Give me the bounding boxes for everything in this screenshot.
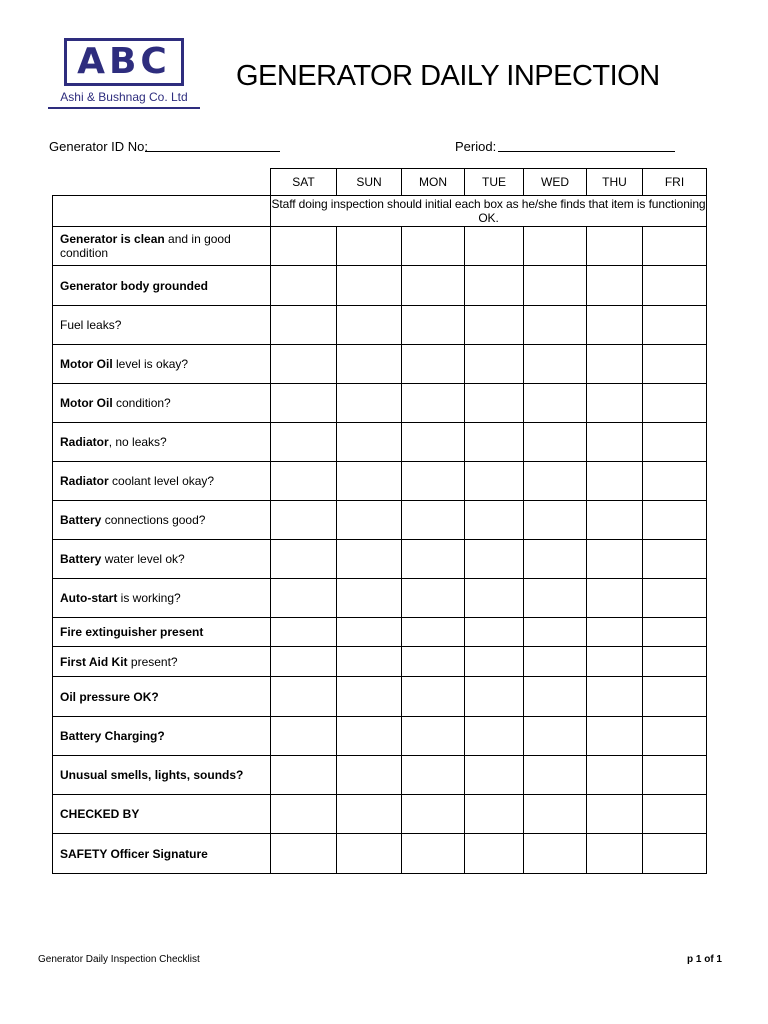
checklist-item-label [53, 756, 271, 795]
initial-box-tue[interactable] [465, 834, 524, 874]
initial-box-thu[interactable] [587, 579, 643, 618]
initial-box-sun[interactable] [337, 756, 402, 795]
initial-box-fri[interactable] [643, 677, 707, 717]
checklist-row [53, 540, 707, 579]
initial-box-tue[interactable] [465, 756, 524, 795]
initial-box-sat[interactable] [271, 501, 337, 540]
item-label-rest: condition? [112, 396, 171, 410]
item-label-bold: Unusual smells, lights, sounds? [60, 768, 244, 782]
day-header-0: SAT [271, 169, 337, 196]
initial-box-mon[interactable] [402, 227, 465, 266]
initial-box-tue[interactable] [465, 384, 524, 423]
company-logo [64, 38, 184, 86]
item-label-bold: SAFETY Officer Signature [60, 846, 208, 861]
checklist-item-label [53, 540, 271, 579]
initial-box-sun[interactable] [337, 579, 402, 618]
initial-box-wed[interactable] [524, 756, 587, 795]
checklist-row [53, 227, 707, 266]
item-label-bold: CHECKED BY [60, 807, 140, 821]
initial-box-sat[interactable] [271, 345, 337, 384]
initial-box-tue[interactable] [465, 647, 524, 677]
initial-box-tue[interactable] [465, 717, 524, 756]
initial-box-sat[interactable] [271, 647, 337, 677]
item-label-rest: water level ok? [101, 552, 185, 566]
initial-box-sun[interactable] [337, 306, 402, 345]
initial-box-thu[interactable] [587, 384, 643, 423]
initial-box-mon[interactable] [402, 423, 465, 462]
checklist-item-label [53, 266, 271, 306]
instruction-row [53, 196, 707, 227]
initial-box-sat[interactable] [271, 834, 337, 874]
initial-box-sat[interactable] [271, 384, 337, 423]
initial-box-mon[interactable] [402, 540, 465, 579]
initial-box-sat[interactable] [271, 717, 337, 756]
initial-box-sun[interactable] [337, 618, 402, 647]
initial-box-sat[interactable] [271, 677, 337, 717]
initial-box-sun[interactable] [337, 462, 402, 501]
item-label-bold: Radiator [60, 435, 109, 449]
item-label-rest: is working? [117, 591, 181, 605]
initial-box-mon[interactable] [402, 647, 465, 677]
checklist-item-label [53, 423, 271, 462]
initial-box-fri[interactable] [643, 717, 707, 756]
initial-box-sun[interactable] [337, 501, 402, 540]
item-label-bold: Motor Oil [60, 396, 113, 410]
checklist-row [53, 677, 707, 717]
initial-box-thu[interactable] [587, 618, 643, 647]
checklist-row [53, 647, 707, 677]
day-header-1: SUN [337, 169, 402, 196]
day-header-4: WED [524, 169, 587, 196]
initial-box-thu[interactable] [587, 756, 643, 795]
initial-box-mon[interactable] [402, 462, 465, 501]
initial-box-fri[interactable] [643, 540, 707, 579]
initial-box-mon[interactable] [402, 717, 465, 756]
initial-box-wed[interactable] [524, 306, 587, 345]
item-label-bold: Fire extinguisher present [60, 625, 204, 639]
initial-box-sat[interactable] [271, 540, 337, 579]
initial-box-fri[interactable] [643, 501, 707, 540]
day-header-row [53, 169, 707, 196]
initial-box-sun[interactable] [337, 423, 402, 462]
checklist-row [53, 717, 707, 756]
initial-box-tue[interactable] [465, 462, 524, 501]
initial-box-tue[interactable] [465, 306, 524, 345]
item-label-rest: level is okay? [112, 357, 189, 371]
checklist-row [53, 579, 707, 618]
item-label-bold: Radiator [60, 474, 109, 488]
initial-box-sat[interactable] [271, 423, 337, 462]
initial-box-wed[interactable] [524, 618, 587, 647]
company-name: Ashi & Bushnag Co. Ltd [60, 90, 188, 104]
checklist-item-label [53, 834, 271, 874]
initial-box-sun[interactable] [337, 227, 402, 266]
checklist-item-label [53, 462, 271, 501]
initial-box-sun[interactable] [337, 266, 402, 306]
initial-box-wed[interactable] [524, 345, 587, 384]
day-header-2: MON [402, 169, 465, 196]
checklist-row [53, 306, 707, 345]
initial-box-thu[interactable] [587, 462, 643, 501]
initial-box-thu[interactable] [587, 834, 643, 874]
initial-box-sun[interactable] [337, 834, 402, 874]
checklist-item-label [53, 579, 271, 618]
item-label-rest: and in good condition [60, 232, 231, 260]
initial-box-thu[interactable] [587, 306, 643, 345]
initial-box-sat[interactable] [271, 618, 337, 647]
initial-box-sat[interactable] [271, 795, 337, 834]
checklist-item-label [53, 795, 271, 834]
initial-box-tue[interactable] [465, 501, 524, 540]
initial-box-wed[interactable] [524, 717, 587, 756]
logo-underline [48, 107, 200, 109]
initial-box-sun[interactable] [337, 717, 402, 756]
checklist-row [53, 501, 707, 540]
item-label-rest: Fuel leaks? [60, 318, 122, 332]
initial-box-mon[interactable] [402, 345, 465, 384]
item-label-bold: Battery [60, 513, 102, 527]
initial-box-tue[interactable] [465, 618, 524, 647]
initial-box-wed[interactable] [524, 227, 587, 266]
initial-box-wed[interactable] [524, 540, 587, 579]
item-label-bold: Oil pressure OK? [60, 689, 159, 704]
corner-cell [53, 169, 271, 196]
item-label-bold: Battery Charging? [60, 729, 165, 743]
item-label-bold: Battery [60, 552, 102, 566]
initial-box-tue[interactable] [465, 423, 524, 462]
initial-box-thu[interactable] [587, 345, 643, 384]
initial-box-tue[interactable] [465, 579, 524, 618]
initial-box-sat[interactable] [271, 462, 337, 501]
checklist-item-label [53, 501, 271, 540]
initial-box-thu[interactable] [587, 795, 643, 834]
initial-box-thu[interactable] [587, 540, 643, 579]
initial-box-tue[interactable] [465, 345, 524, 384]
initial-box-wed[interactable] [524, 795, 587, 834]
initial-box-tue[interactable] [465, 540, 524, 579]
initial-box-mon[interactable] [402, 834, 465, 874]
initial-box-fri[interactable] [643, 306, 707, 345]
initial-box-thu[interactable] [587, 227, 643, 266]
checklist-row [53, 834, 707, 874]
initial-box-mon[interactable] [402, 618, 465, 647]
initial-box-fri[interactable] [643, 618, 707, 647]
initial-box-sun[interactable] [337, 540, 402, 579]
initial-box-wed[interactable] [524, 501, 587, 540]
initial-box-mon[interactable] [402, 677, 465, 717]
generator-id-label: Generator ID No: [49, 139, 148, 154]
item-label-bold: Auto-start [60, 591, 118, 605]
checklist-row [53, 618, 707, 647]
initial-box-tue[interactable] [465, 266, 524, 306]
checklist-item-label [53, 384, 271, 423]
footer-page-number: p 1 of 1 [686, 954, 722, 965]
initial-box-thu[interactable] [587, 423, 643, 462]
checklist-item-label [53, 345, 271, 384]
initial-box-sun[interactable] [337, 677, 402, 717]
generator-id-field[interactable] [145, 151, 280, 152]
initial-box-fri[interactable] [643, 384, 707, 423]
initial-box-sat[interactable] [271, 579, 337, 618]
checklist-row [53, 384, 707, 423]
day-header-6: FRI [643, 169, 707, 196]
initial-box-thu[interactable] [587, 266, 643, 306]
checklist-item-label [53, 647, 271, 677]
item-label-rest: present? [127, 654, 178, 669]
initial-box-wed[interactable] [524, 647, 587, 677]
instruction-blank-cell [53, 196, 271, 227]
item-label-rest: coolant level okay? [108, 474, 215, 488]
checklist-row [53, 345, 707, 384]
initial-box-sun[interactable] [337, 345, 402, 384]
initial-box-thu[interactable] [587, 677, 643, 717]
inspection-table [52, 168, 707, 874]
day-header-5: THU [587, 169, 643, 196]
initial-box-wed[interactable] [524, 834, 587, 874]
initial-box-mon[interactable] [402, 579, 465, 618]
initial-box-wed[interactable] [524, 677, 587, 717]
checklist-item-label [53, 677, 271, 717]
initial-box-fri[interactable] [643, 756, 707, 795]
initial-box-fri[interactable] [643, 795, 707, 834]
initial-box-mon[interactable] [402, 266, 465, 306]
initial-box-wed[interactable] [524, 579, 587, 618]
footer-document-name: Generator Daily Inspection Checklist [38, 954, 200, 965]
checklist-row [53, 462, 707, 501]
initial-box-fri[interactable] [643, 462, 707, 501]
initial-box-fri[interactable] [643, 579, 707, 618]
initial-box-sun[interactable] [337, 795, 402, 834]
initial-box-fri[interactable] [643, 834, 707, 874]
initial-box-wed[interactable] [524, 423, 587, 462]
checklist-item-label [53, 618, 271, 647]
initial-box-wed[interactable] [524, 462, 587, 501]
checklist-item-label [53, 227, 271, 266]
initial-box-mon[interactable] [402, 795, 465, 834]
initial-box-sun[interactable] [337, 384, 402, 423]
item-label-bold: Generator is clean [60, 232, 165, 246]
item-label-rest: , no leaks? [108, 435, 167, 449]
initial-box-sat[interactable] [271, 227, 337, 266]
initial-box-mon[interactable] [402, 384, 465, 423]
initial-box-thu[interactable] [587, 717, 643, 756]
initial-box-sat[interactable] [271, 756, 337, 795]
item-label-bold: First Aid Kit [60, 654, 128, 669]
initial-box-fri[interactable] [643, 423, 707, 462]
item-label-bold: Generator body grounded [60, 278, 209, 293]
initial-box-thu[interactable] [587, 501, 643, 540]
initial-box-fri[interactable] [643, 345, 707, 384]
initial-box-fri[interactable] [643, 647, 707, 677]
initial-box-tue[interactable] [465, 795, 524, 834]
checklist-row [53, 795, 707, 834]
checklist-item-label [53, 717, 271, 756]
checklist-row [53, 266, 707, 306]
initial-box-thu[interactable] [587, 647, 643, 677]
period-label: Period: [455, 139, 497, 154]
initial-box-sun[interactable] [337, 647, 402, 677]
checklist-row [53, 423, 707, 462]
initial-box-wed[interactable] [524, 384, 587, 423]
item-label-bold: Motor Oil [60, 357, 113, 371]
day-header-3: TUE [465, 169, 524, 196]
initial-box-mon[interactable] [402, 306, 465, 345]
period-field[interactable] [498, 151, 675, 152]
checklist-item-label [53, 306, 271, 345]
item-label-rest: connections good? [101, 513, 206, 527]
initial-box-sat[interactable] [271, 266, 337, 306]
document-title: GENERATOR DAILY INPECTION [236, 60, 660, 92]
checklist-row [53, 756, 707, 795]
initial-box-mon[interactable] [402, 756, 465, 795]
initial-box-tue[interactable] [465, 677, 524, 717]
initial-box-sat[interactable] [271, 306, 337, 345]
initial-box-fri[interactable] [643, 227, 707, 266]
initial-box-fri[interactable] [643, 266, 707, 306]
instruction-text: Staff doing inspection should initial each box as he/she finds that item is functioning OK. [271, 197, 706, 225]
logo-letters: ABC [77, 41, 171, 82]
initial-box-wed[interactable] [524, 266, 587, 306]
initial-box-mon[interactable] [402, 501, 465, 540]
initial-box-tue[interactable] [465, 227, 524, 266]
